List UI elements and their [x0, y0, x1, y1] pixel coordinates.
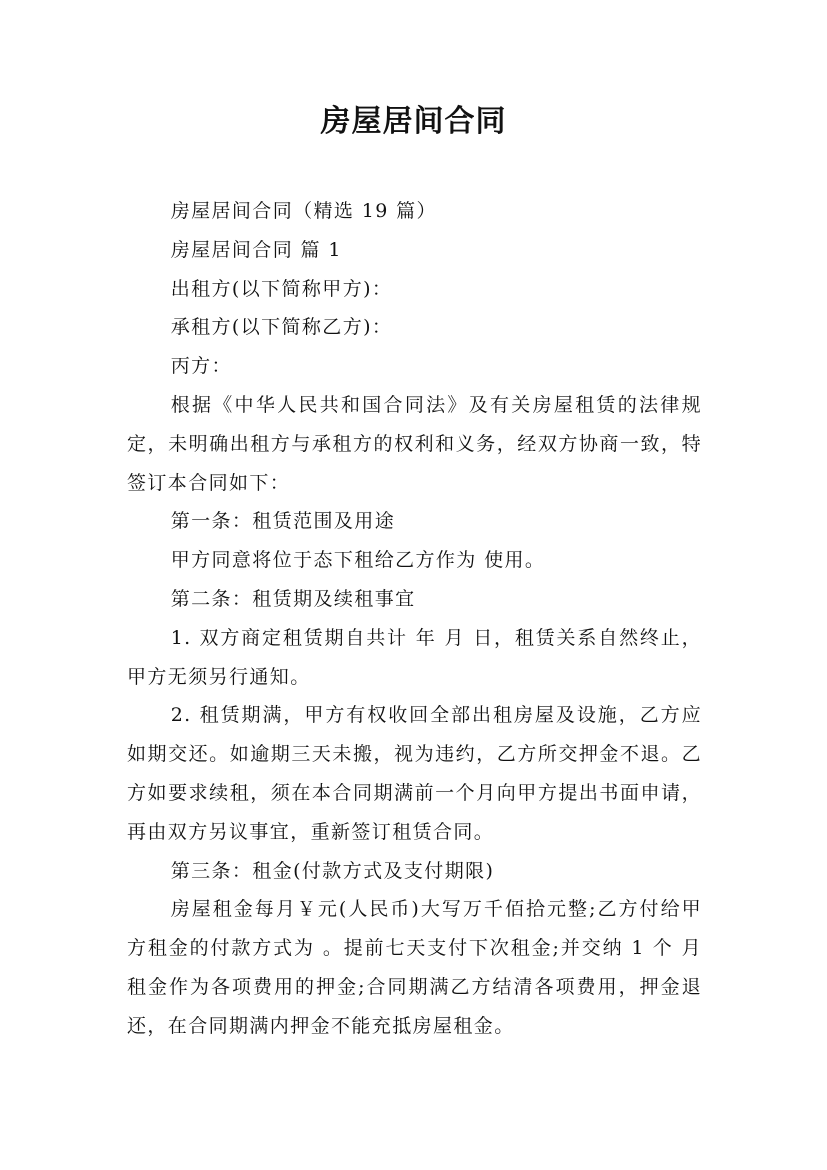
- subtitle-selection: 房屋居间合同（精选 19 篇）: [170, 200, 437, 222]
- party-c: 丙方：: [170, 355, 232, 378]
- article-heading: 房屋居间合同 篇 1: [170, 238, 342, 261]
- clause-2-heading: 第二条：租赁期及续租事宜: [170, 587, 416, 610]
- clause-1-text: 甲方同意将位于态下租给乙方作为 使用。: [170, 549, 546, 572]
- party-lessee: 承租方(以下简称乙方)：: [170, 316, 393, 339]
- clause-2-item-1: 1. 双方商定租赁期自共计 年 月 日，租赁关系自然终止，甲方无须另行通知。: [127, 626, 702, 688]
- preamble-paragraph: 根据《中华人民共和国合同法》及有关房屋租赁的法律规定，未明确出租方与承租方的权利和义务，经双方协商一致，特签订本合同如下：: [127, 393, 702, 494]
- document-title: 房屋居间合同: [320, 104, 507, 139]
- clause-2-item-2: 2. 租赁期满，甲方有权收回全部出租房屋及设施，乙方应如期交还。如逾期三天未搬，视为违约，乙方所交押金不退。乙方如要求续租，须在本合同期满前一个月向甲方提出书面申请，再由双方另议事宜，重新签订租赁合同。: [127, 704, 703, 843]
- clause-3-text: 房屋租金每月￥元(人民币)大写万千佰拾元整;乙方付给甲方租金的付款方式为 。提前七天支付下次租金;并交纳 1 个 月租金作为各项费用的押金;合同期满乙方结清各项费用，押金退还，在合同期满内押金不能充抵房屋租金。: [127, 898, 702, 1037]
- clause-3-heading: 第三条：租金(付款方式及支付期限): [170, 859, 495, 882]
- clause-1-heading: 第一条：租赁范围及用途: [170, 510, 396, 533]
- party-lessor: 出租方(以下简称甲方)：: [170, 277, 393, 300]
- document-body: [127, 192, 702, 1046]
